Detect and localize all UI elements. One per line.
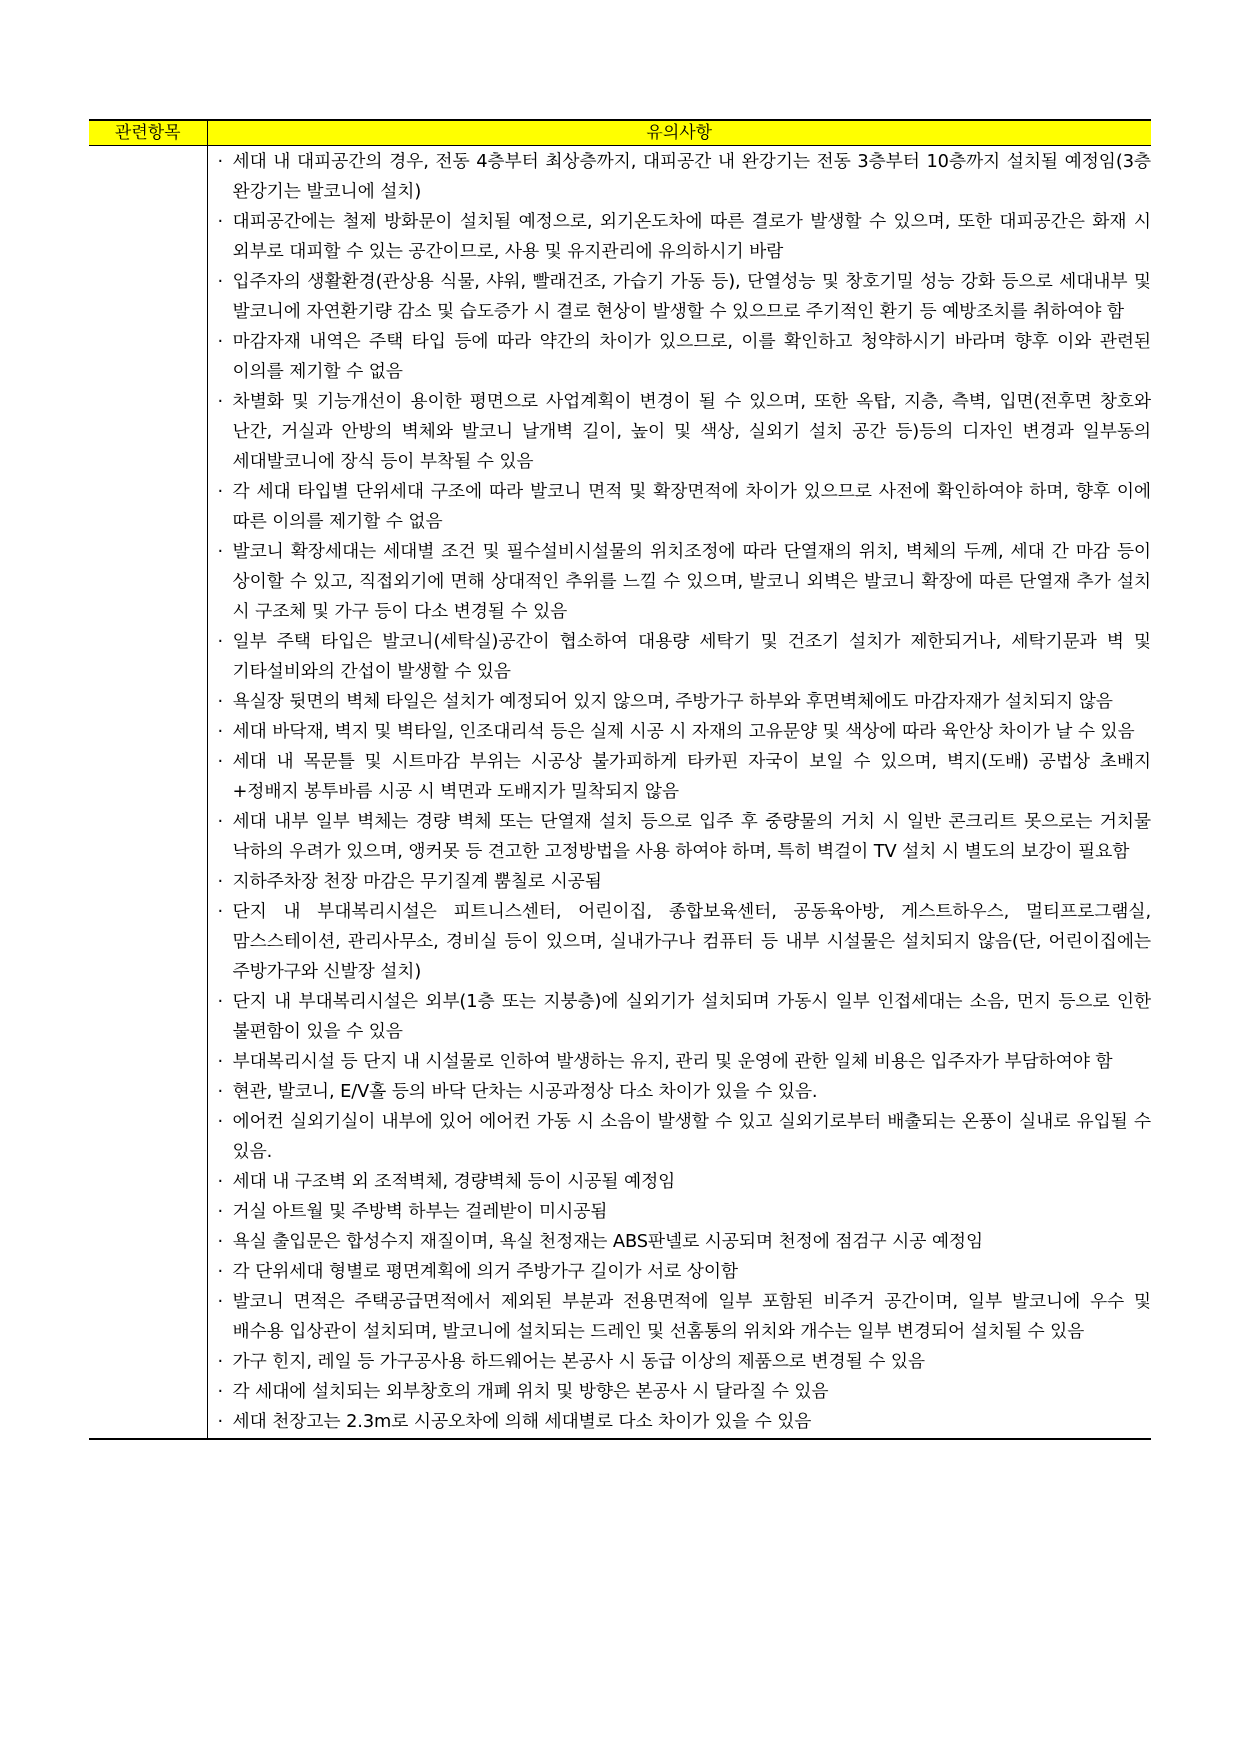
list-item-text: 에어컨 실외기실이 내부에 있어 에어컨 가동 시 소음이 발생할 수 있고 실외기로부터 배출되는 온풍이 실내로 유입될 수 있음. [232, 1111, 1151, 1162]
list-item [218, 477, 1152, 537]
bullet-icon: · [217, 1111, 224, 1132]
list-item [218, 687, 1152, 717]
bullet-icon: · [217, 1351, 224, 1372]
list-item [218, 717, 1152, 747]
bullet-icon: · [217, 871, 224, 892]
list-item-text: 각 단위세대 형별로 평면계획에 의거 주방가구 길이가 서로 상이함 [232, 1261, 738, 1282]
list-item-text: 마감자재 내역은 주택 타입 등에 따라 약간의 차이가 있으므로, 이를 확인하고 청약하시기 바라며 향후 이와 관련된 이의를 제기할 수 없음 [232, 331, 1151, 382]
list-item-text: 발코니 확장세대는 세대별 조건 및 필수설비시설물의 위치조정에 따라 단열재의 위치, 벽체의 두께, 세대 간 마감 등이 상이할 수 있고, 직접외기에 면해 상대적인 추위를 느낄 수 있으며, 발코니 외벽은 발코니 확장에 따른 단열재 추가 설치 시 구조체 및 가구 등이 다소 변경될 수 있음 [232, 541, 1151, 622]
bullet-icon: · [217, 481, 224, 502]
list-item [218, 747, 1152, 807]
bullet-icon: · [217, 691, 224, 712]
list-item-text: 세대 내 대피공간의 경우, 전동 4층부터 최상층까지, 대피공간 내 완강기는 전동 3층부터 10층까지 설치될 예정임(3층 완강기는 발코니에 설치) [232, 151, 1151, 202]
list-item-text: 차별화 및 기능개선이 용이한 평면으로 사업계획이 변경이 될 수 있으며, 또한 옥탑, 지층, 측벽, 입면(전후면 창호와 난간, 거실과 안방의 벽체와 발코니 날개벽 길이, 높이 및 색상, 실외기 설치 공간 등)등의 디자인 변경과 일부동의 세대발코니에 장식 등이 부착될 수 있음 [232, 391, 1151, 472]
bullet-icon: · [217, 271, 224, 292]
list-item [218, 1197, 1152, 1227]
list-item-text: 지하주차장 천장 마감은 무기질계 뿜칠로 시공됨 [232, 871, 602, 892]
list-item-text: 단지 내 부대복리시설은 외부(1층 또는 지붕층)에 실외기가 설치되며 가동시 일부 인접세대는 소음, 먼지 등으로 인한 불편함이 있을 수 있음 [232, 991, 1151, 1042]
list-item-text: 발코니 면적은 주택공급면적에서 제외된 부분과 전용면적에 일부 포함된 비주거 공간이며, 일부 발코니에 우수 및 배수용 입상관이 설치되며, 발코니에 설치되는 드레인 및 선홈통의 위치와 개수는 일부 변경되어 설치될 수 있음 [232, 1291, 1151, 1342]
bullet-icon: · [217, 211, 224, 232]
list-item [218, 267, 1152, 327]
list-item [218, 897, 1152, 987]
bullet-icon: · [217, 1231, 224, 1252]
bullet-icon: · [217, 1171, 224, 1192]
list-item-text: 입주자의 생활환경(관상용 식물, 샤워, 빨래건조, 가습기 가동 등), 단열성능 및 창호기밀 성능 강화 등으로 세대내부 및 발코니에 자연환기량 감소 및 습도증가 시 결로 현상이 발생할 수 있으므로 주기적인 환기 등 예방조치를 취하여야 함 [232, 271, 1151, 322]
list-item-text: 욕실장 뒷면의 벽체 타일은 설치가 예정되어 있지 않으며, 주방가구 하부와 후면벽체에도 마감자재가 설치되지 않음 [232, 691, 1113, 712]
list-item [218, 1077, 1152, 1107]
list-item-text: 세대 내부 일부 벽체는 경량 벽체 또는 단열재 설치 등으로 입주 후 중량물의 거치 시 일반 콘크리트 못으로는 거치물 낙하의 우려가 있으며, 앵커못 등 견고한 고정방법을 사용 하여야 하며, 특히 벽걸이 TV 설치 시 별도의 보강이 필요함 [232, 811, 1151, 862]
header-notes: 유의사항 [207, 120, 1151, 146]
notes-cell [207, 146, 1151, 1440]
bullet-icon: · [217, 541, 224, 562]
list-item [218, 807, 1152, 867]
bullet-icon: · [217, 1081, 224, 1102]
list-item [218, 147, 1152, 207]
list-item [218, 987, 1152, 1047]
list-item [218, 1107, 1152, 1167]
list-item [218, 1407, 1152, 1437]
list-item [218, 537, 1152, 627]
list-item [218, 207, 1152, 267]
table-header-row [89, 120, 1151, 146]
list-item [218, 1287, 1152, 1347]
bullet-icon: · [217, 1381, 224, 1402]
list-item-text: 세대 내 구조벽 외 조적벽체, 경량벽체 등이 시공될 예정임 [232, 1171, 676, 1192]
bullet-icon: · [217, 631, 224, 652]
list-item-text: 단지 내 부대복리시설은 피트니스센터, 어린이집, 종합보육센터, 공동육아방, 게스트하우스, 멀티프로그램실, 맘스스테이션, 관리사무소, 경비실 등이 있으며, 실내가구나 컴퓨터 등 내부 시설물은 설치되지 않음(단, 어린이집에는 주방가구와 신발장 설치) [232, 901, 1151, 982]
list-item [218, 867, 1152, 897]
list-item [218, 627, 1152, 687]
category-cell [89, 146, 207, 1440]
bullet-icon: · [217, 991, 224, 1012]
list-item-text: 각 세대 타입별 단위세대 구조에 따라 발코니 면적 및 확장면적에 차이가 있으므로 사전에 확인하여야 하며, 향후 이에 따른 이의를 제기할 수 없음 [232, 481, 1151, 532]
list-item [218, 1227, 1152, 1257]
notice-table [89, 119, 1151, 1440]
bullet-icon: · [217, 151, 224, 172]
list-item-text: 욕실 출입문은 합성수지 재질이며, 욕실 천정재는 ABS판넬로 시공되며 천정에 점검구 시공 예정임 [232, 1231, 984, 1252]
bullet-icon: · [217, 331, 224, 352]
bullet-icon: · [217, 1051, 224, 1072]
bullet-icon: · [217, 901, 224, 922]
list-item [218, 1047, 1152, 1077]
list-item [218, 1347, 1152, 1377]
bullet-icon: · [217, 1411, 224, 1432]
list-item-text: 세대 바닥재, 벽지 및 벽타일, 인조대리석 등은 실제 시공 시 자재의 고유문양 및 색상에 따라 육안상 차이가 날 수 있음 [232, 721, 1135, 742]
list-item-text: 각 세대에 설치되는 외부창호의 개폐 위치 및 방향은 본공사 시 달라질 수 있음 [232, 1381, 829, 1402]
list-item [218, 1167, 1152, 1197]
bullet-icon: · [217, 1261, 224, 1282]
list-item-text: 부대복리시설 등 단지 내 시설물로 인하여 발생하는 유지, 관리 및 운영에 관한 일체 비용은 입주자가 부담하여야 함 [232, 1051, 1113, 1072]
bullet-icon: · [217, 751, 224, 772]
list-item [218, 387, 1152, 477]
list-item-text: 현관, 발코니, E/V홀 등의 바닥 단차는 시공과정상 다소 차이가 있을 수 있음. [232, 1081, 818, 1102]
bullet-icon: · [217, 811, 224, 832]
bullet-icon: · [217, 1201, 224, 1222]
list-item-text: 대피공간에는 철제 방화문이 설치될 예정으로, 외기온도차에 따른 결로가 발생할 수 있으며, 또한 대피공간은 화재 시 외부로 대피할 수 있는 공간이므로, 사용 및 유지관리에 유의하시기 바람 [232, 211, 1151, 262]
notes-list [208, 146, 1152, 1438]
bullet-icon: · [217, 721, 224, 742]
header-related-item: 관련항목 [89, 120, 207, 146]
bullet-icon: · [217, 391, 224, 412]
list-item [218, 1257, 1152, 1287]
bullet-icon: · [217, 1291, 224, 1312]
notice-document [89, 119, 1151, 1440]
list-item [218, 327, 1152, 387]
list-item [218, 1377, 1152, 1407]
list-item-text: 거실 아트월 및 주방벽 하부는 걸레받이 미시공됨 [232, 1201, 608, 1222]
table-row [89, 146, 1151, 1440]
list-item-text: 세대 내 목문틀 및 시트마감 부위는 시공상 불가피하게 타카핀 자국이 보일 수 있으며, 벽지(도배) 공법상 초배지+정배지 봉투바름 시공 시 벽면과 도배지가 밀착되지 않음 [232, 751, 1151, 802]
list-item-text: 가구 힌지, 레일 등 가구공사용 하드웨어는 본공사 시 동급 이상의 제품으로 변경될 수 있음 [232, 1351, 925, 1372]
list-item-text: 일부 주택 타입은 발코니(세탁실)공간이 협소하여 대용량 세탁기 및 건조기 설치가 제한되거나, 세탁기문과 벽 및 기타설비와의 간섭이 발생할 수 있음 [232, 631, 1151, 682]
list-item-text: 세대 천장고는 2.3m로 시공오차에 의해 세대별로 다소 차이가 있을 수 있음 [232, 1411, 812, 1432]
